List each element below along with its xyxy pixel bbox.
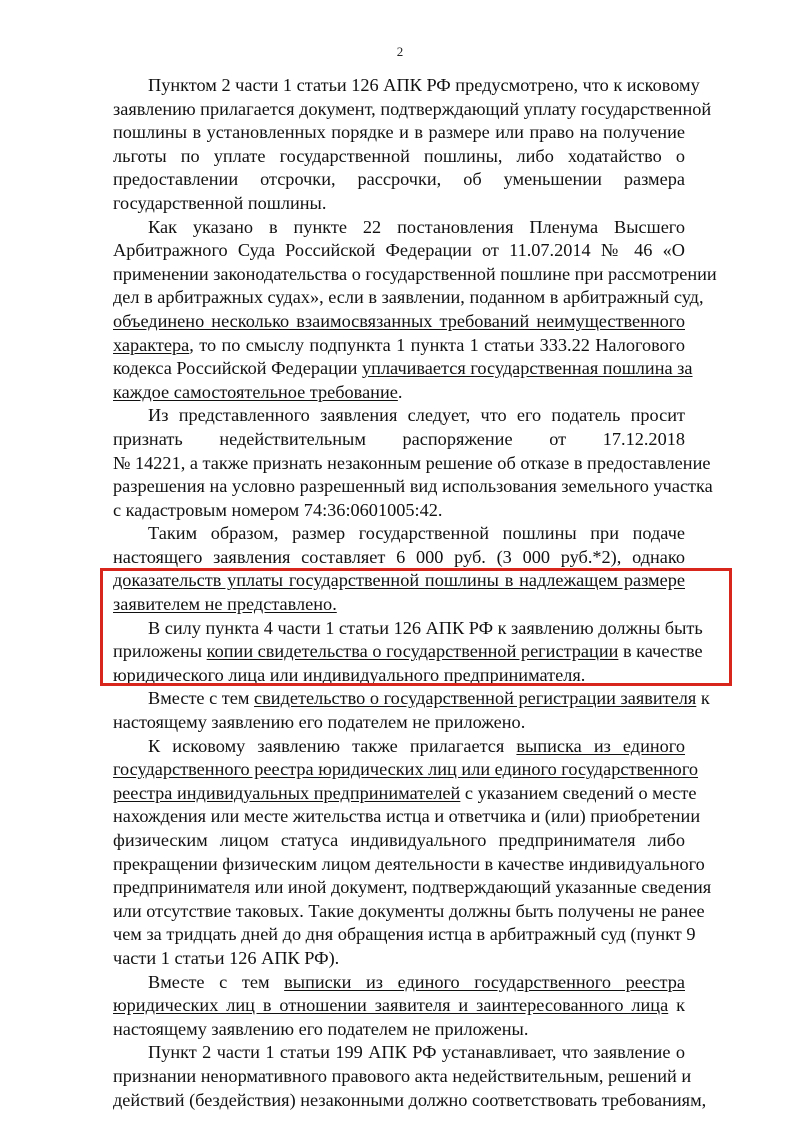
- text-line: [113, 876, 712, 900]
- underlined-text: юридических лиц в отношении заявителя и заинтересованного лица: [113, 995, 669, 1016]
- text-segment: , то по смыслу подпункта 1 пункта 1 статьи 333.22 Налогового: [189, 334, 685, 355]
- text-segment: к: [696, 688, 710, 709]
- text-segment: Арбитражного Суда Российской Федерации от 11.07.2014 № 46 «О: [113, 240, 685, 261]
- text-segment: приложены: [113, 641, 207, 662]
- text-line: [113, 782, 697, 806]
- underlined-text: уплачивается государственная пошлина за: [362, 358, 693, 379]
- text-segment: чем за тридцать дней до дня обращения истца в арбитражный суд (пункт 9: [113, 924, 696, 945]
- text-segment: признать недействительным распоряжение от 17.12.2018: [113, 428, 685, 449]
- text-line: [113, 239, 685, 263]
- text-segment: настоящего заявления составляет 6 000 руб. (3 000 руб.*2), однако: [113, 546, 685, 567]
- underlined-text: заявителем не представлено.: [113, 594, 337, 615]
- text-line: [113, 404, 685, 428]
- underlined-text: каждое самостоятельное требование: [113, 381, 398, 402]
- text-segment: предоставлении отсрочки, рассрочки, об уменьшении размера: [113, 169, 685, 190]
- text-line: [113, 923, 696, 947]
- text-line: [113, 310, 685, 334]
- text-segment: в качестве: [618, 641, 703, 662]
- text-line: [113, 1065, 692, 1089]
- underlined-text: государственного реестра юридических лиц или единого государственного: [113, 759, 698, 780]
- text-segment: с кадастровым номером 74:36:0601005:42.: [113, 499, 443, 520]
- text-segment: .: [397, 381, 403, 402]
- underlined-text: копии свидетельства о государственной регистрации: [206, 641, 619, 662]
- underlined-text: характера: [113, 334, 190, 355]
- text-segment: действий (бездействия) незаконными должно соответствовать требованиям,: [113, 1089, 707, 1110]
- text-segment: Пункт 2 части 1 статьи 199 АПК РФ устанавливает, что заявление о: [148, 1042, 685, 1063]
- text-line: [113, 334, 685, 358]
- text-segment: государственной пошлины.: [113, 192, 327, 213]
- text-segment: настоящему заявлению его подателем не приложено.: [113, 712, 526, 733]
- text-line: [113, 357, 693, 381]
- text-segment: Таким образом, размер государственной пошлины при подаче: [148, 523, 685, 544]
- text-segment: настоящему заявлению его подателем не приложены.: [113, 1018, 529, 1039]
- text-line: [113, 452, 711, 476]
- text-line: [113, 263, 717, 287]
- text-line: [113, 145, 685, 169]
- text-segment: заявлению прилагается документ, подтверждающий уплату государственной: [113, 98, 712, 119]
- paragraph: [113, 1041, 707, 1112]
- text-segment: нахождения или месте жительства истца и ответчика и (или) приобретении: [113, 806, 701, 827]
- text-line: [113, 758, 698, 782]
- text-line: [113, 617, 703, 641]
- underlined-text: свидетельство о государственной регистрации заявителя: [254, 688, 697, 709]
- text-segment: прекращении физическим лицом деятельности в качестве индивидуального: [113, 853, 705, 874]
- text-segment: дел в арбитражных судах», если в заявлении, поданном в арбитражный суд,: [113, 287, 704, 308]
- text-line: [113, 805, 701, 829]
- paragraph: [113, 735, 712, 971]
- text-segment: юридического лица или индивидуального предпринимателя.: [113, 664, 586, 685]
- text-line: [113, 98, 712, 122]
- underlined-text: доказательств уплаты государственной пошлины в надлежащем размере: [113, 570, 685, 591]
- text-segment: К исковому заявлению также прилагается: [148, 735, 517, 756]
- text-line: [113, 546, 685, 570]
- text-line: [113, 168, 685, 192]
- text-line: [113, 664, 685, 688]
- paragraph: [113, 522, 685, 616]
- text-line: [113, 593, 685, 617]
- text-segment: Пунктом 2 части 1 статьи 126 АПК РФ предусмотрено, что к исковому: [148, 75, 700, 95]
- text-line: [113, 687, 710, 711]
- underlined-text: выписки из единого государственного реестра: [284, 971, 685, 992]
- text-line: [113, 381, 685, 405]
- text-segment: предпринимателя или иной документ, подтверждающий указанные сведения: [113, 877, 712, 898]
- text-line: [113, 428, 685, 452]
- text-line: [113, 522, 685, 546]
- text-line: [113, 640, 703, 664]
- text-segment: Как указано в пункте 22 постановления Пленума Высшего: [148, 216, 685, 237]
- text-segment: признании ненормативного правового акта недействительным, решений и: [113, 1065, 692, 1086]
- text-line: [113, 216, 685, 240]
- text-segment: льготы по уплате государственной пошлины, либо ходатайство о: [113, 145, 685, 166]
- text-segment: № 14221, а также признать незаконным решение об отказе в предоставление: [113, 452, 711, 473]
- underlined-text: объединено несколько взаимосвязанных требований неимущественного: [113, 310, 685, 331]
- text-segment: или отсутствие таковых. Такие документы должны быть получены не ранее: [113, 900, 705, 921]
- document-body: [113, 74, 717, 1112]
- paragraph: [113, 74, 712, 216]
- text-line: [113, 192, 685, 216]
- text-line: [113, 971, 685, 995]
- text-segment: Из представленного заявления следует, что его податель просит: [148, 405, 685, 426]
- text-line: [113, 994, 685, 1018]
- paragraph: [113, 216, 717, 405]
- text-segment: с указанием сведений о месте: [460, 782, 697, 803]
- text-line: [113, 1018, 685, 1042]
- text-line: [113, 853, 705, 877]
- text-line: [113, 735, 685, 759]
- underlined-text: выписка из единого: [516, 735, 685, 756]
- text-segment: кодекса Российской Федерации: [113, 358, 363, 379]
- text-line: [113, 900, 705, 924]
- text-line: [113, 569, 685, 593]
- text-segment: разрешения на условно разрешенный вид использования земельного участка: [113, 476, 713, 497]
- paragraph: [113, 687, 710, 734]
- underlined-text: реестра индивидуальных предпринимателей: [113, 782, 461, 803]
- text-segment: Вместе с тем: [148, 971, 285, 992]
- text-line: [113, 829, 685, 853]
- text-segment: применении законодательства о государственной пошлине при рассмотрении: [113, 263, 717, 284]
- page-number: 2: [396, 44, 404, 59]
- text-line: [113, 1089, 707, 1113]
- text-segment: пошлины в установленных порядке и в размере или право на получение: [113, 122, 685, 143]
- text-segment: части 1 статьи 126 АПК РФ).: [113, 947, 340, 968]
- text-line: [113, 286, 704, 310]
- text-segment: к: [668, 995, 686, 1016]
- text-line: [113, 74, 700, 98]
- paragraph: [113, 617, 703, 688]
- text-segment: В силу пункта 4 части 1 статьи 126 АПК РФ к заявлению должны быть: [148, 617, 703, 638]
- text-segment: физическим лицом статуса индивидуального предпринимателя либо: [113, 830, 685, 850]
- text-segment: Вместе с тем: [148, 688, 255, 709]
- text-line: [113, 1041, 685, 1065]
- text-line: [113, 711, 685, 735]
- text-line: [113, 947, 685, 971]
- text-line: [113, 121, 685, 145]
- paragraph: [113, 404, 713, 522]
- text-line: [113, 499, 685, 523]
- text-line: [113, 475, 713, 499]
- paragraph: [113, 971, 685, 1042]
